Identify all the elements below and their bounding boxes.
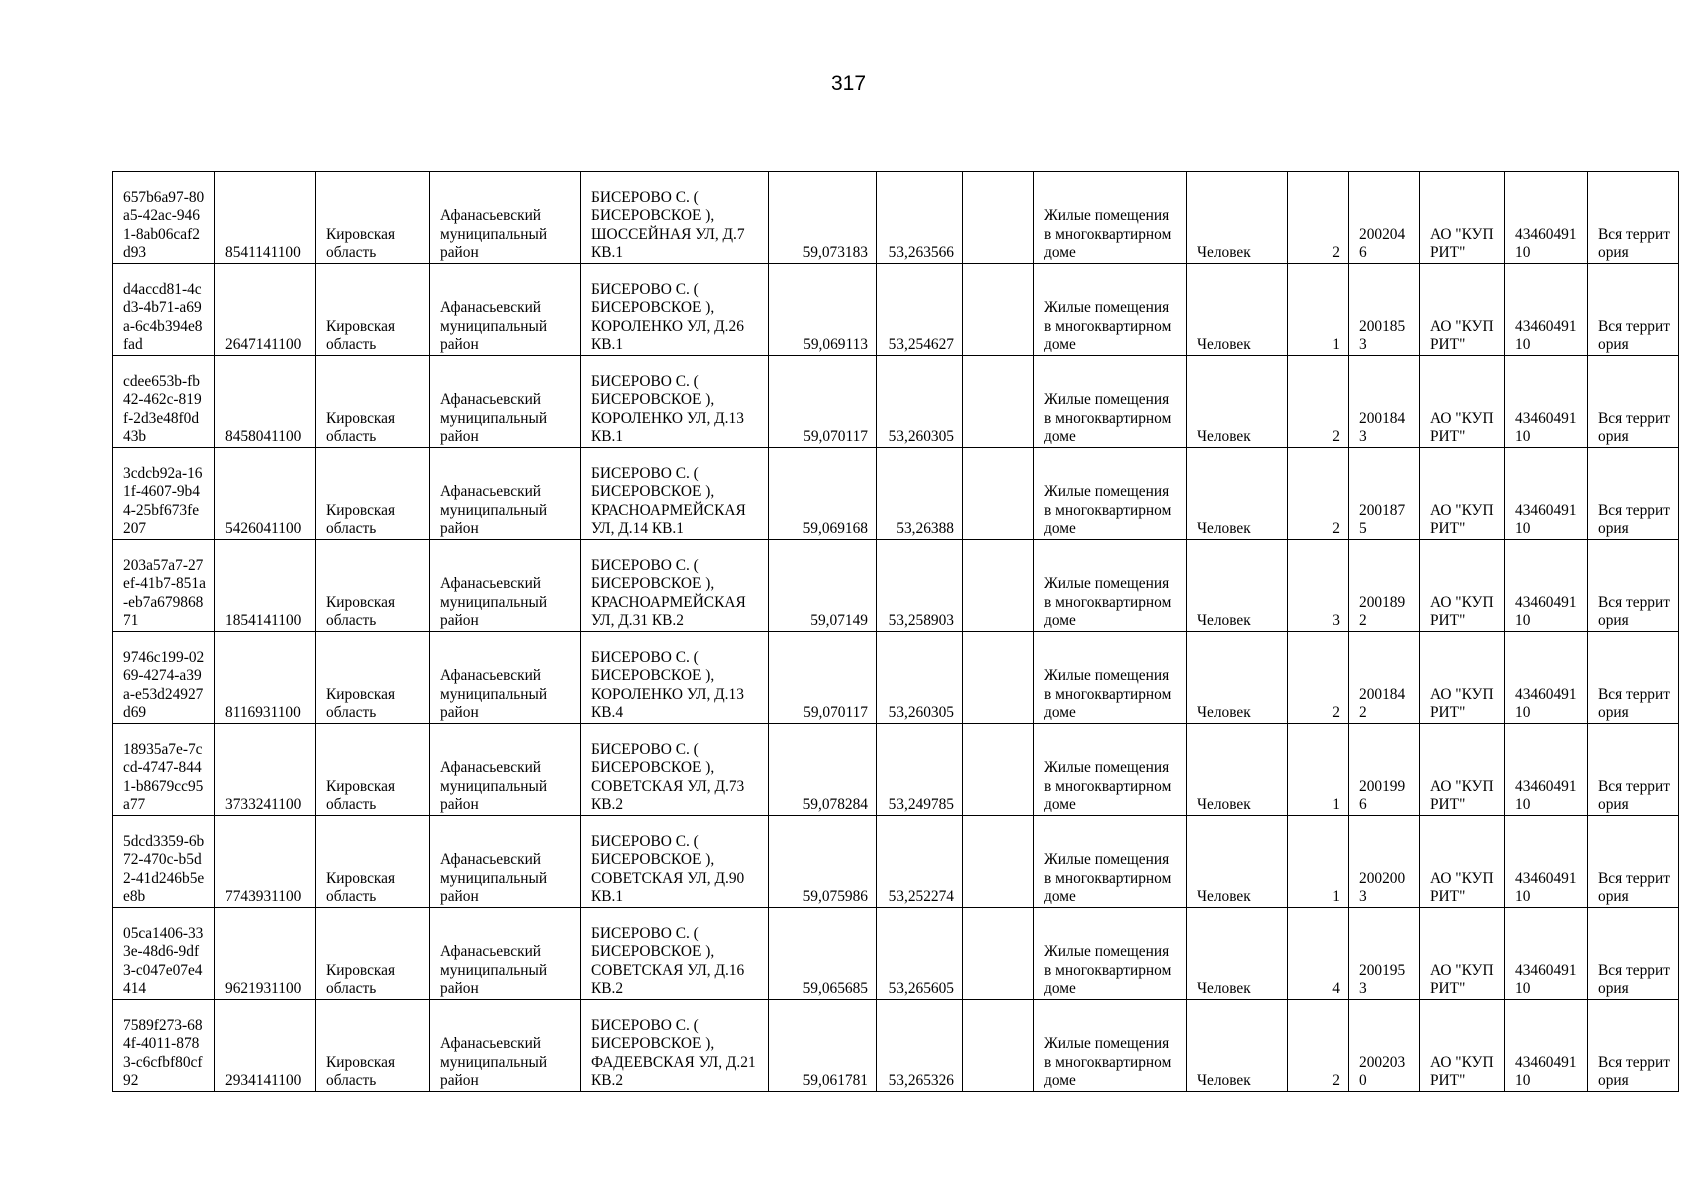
address-cell: БИСЕРОВО С. ( БИСЕРОВСКОЕ ), СОВЕТСКАЯ УЛ, Д.73 КВ.2: [581, 724, 769, 816]
unit-cell: Человек: [1187, 264, 1288, 356]
account-cell: 2002030: [1349, 1000, 1420, 1092]
district-cell: Афанасьевский муниципальный район: [430, 356, 581, 448]
unit-cell: Человек: [1187, 540, 1288, 632]
record-id-cell: 203a57a7-27ef-41b7-851a-eb7a67986871: [113, 540, 215, 632]
count-cell: 1: [1288, 724, 1349, 816]
table-row: [113, 264, 1679, 356]
count-cell: 2: [1288, 448, 1349, 540]
empty-cell: [963, 816, 1034, 908]
empty-cell: [963, 172, 1034, 264]
empty-cell: [963, 908, 1034, 1000]
inn-cell: 4346049110: [1505, 816, 1588, 908]
address-cell: БИСЕРОВО С. ( БИСЕРОВСКОЕ ), СОВЕТСКАЯ УЛ, Д.90 КВ.1: [581, 816, 769, 908]
address-cell: БИСЕРОВО С. ( БИСЕРОВСКОЕ ), КОРОЛЕНКО УЛ, Д.13 КВ.4: [581, 632, 769, 724]
code-cell: 3733241100: [215, 724, 316, 816]
latitude-cell: 59,070117: [769, 356, 877, 448]
region-cell: Кировская область: [316, 632, 430, 724]
inn-cell: 4346049110: [1505, 264, 1588, 356]
table-row: [113, 724, 1679, 816]
empty-cell: [963, 632, 1034, 724]
territory-cell: Вся территория: [1588, 264, 1679, 356]
region-cell: Кировская область: [316, 172, 430, 264]
region-cell: Кировская область: [316, 448, 430, 540]
unit-cell: Человек: [1187, 356, 1288, 448]
object-type-cell: Жилые помещения в многоквартирном доме: [1034, 816, 1187, 908]
address-cell: БИСЕРОВО С. ( БИСЕРОВСКОЕ ), КОРОЛЕНКО УЛ, Д.26 КВ.1: [581, 264, 769, 356]
code-cell: 1854141100: [215, 540, 316, 632]
object-type-cell: Жилые помещения в многоквартирном доме: [1034, 632, 1187, 724]
object-type-cell: Жилые помещения в многоквартирном доме: [1034, 724, 1187, 816]
registry-table: [112, 171, 1679, 1092]
code-cell: 8541141100: [215, 172, 316, 264]
territory-cell: Вся территория: [1588, 724, 1679, 816]
unit-cell: Человек: [1187, 1000, 1288, 1092]
account-cell: 2001842: [1349, 632, 1420, 724]
organization-cell: АО "КУПРИТ": [1420, 724, 1505, 816]
record-id-cell: 5dcd3359-6b72-470c-b5d2-41d246b5ee8b: [113, 816, 215, 908]
empty-cell: [963, 264, 1034, 356]
page-number: 317: [830, 72, 867, 95]
address-cell: БИСЕРОВО С. ( БИСЕРОВСКОЕ ), КРАСНОАРМЕЙСКАЯ УЛ, Д.14 КВ.1: [581, 448, 769, 540]
object-type-cell: Жилые помещения в многоквартирном доме: [1034, 356, 1187, 448]
empty-cell: [963, 540, 1034, 632]
inn-cell: 4346049110: [1505, 540, 1588, 632]
region-cell: Кировская область: [316, 1000, 430, 1092]
code-cell: 8458041100: [215, 356, 316, 448]
count-cell: 2: [1288, 356, 1349, 448]
count-cell: 3: [1288, 540, 1349, 632]
longitude-cell: 53,260305: [877, 356, 963, 448]
code-cell: 9621931100: [215, 908, 316, 1000]
region-cell: Кировская область: [316, 724, 430, 816]
territory-cell: Вся территория: [1588, 632, 1679, 724]
region-cell: Кировская область: [316, 816, 430, 908]
longitude-cell: 53,263566: [877, 172, 963, 264]
inn-cell: 4346049110: [1505, 172, 1588, 264]
table-row: [113, 632, 1679, 724]
longitude-cell: 53,254627: [877, 264, 963, 356]
address-cell: БИСЕРОВО С. ( БИСЕРОВСКОЕ ), СОВЕТСКАЯ УЛ, Д.16 КВ.2: [581, 908, 769, 1000]
code-cell: 7743931100: [215, 816, 316, 908]
object-type-cell: Жилые помещения в многоквартирном доме: [1034, 1000, 1187, 1092]
record-id-cell: d4accd81-4cd3-4b71-a69a-6c4b394e8fad: [113, 264, 215, 356]
object-type-cell: Жилые помещения в многоквартирном доме: [1034, 908, 1187, 1000]
account-cell: 2001853: [1349, 264, 1420, 356]
inn-cell: 4346049110: [1505, 908, 1588, 1000]
organization-cell: АО "КУПРИТ": [1420, 632, 1505, 724]
longitude-cell: 53,258903: [877, 540, 963, 632]
organization-cell: АО "КУПРИТ": [1420, 908, 1505, 1000]
organization-cell: АО "КУПРИТ": [1420, 1000, 1505, 1092]
organization-cell: АО "КУПРИТ": [1420, 172, 1505, 264]
table-row: [113, 1000, 1679, 1092]
latitude-cell: 59,061781: [769, 1000, 877, 1092]
unit-cell: Человек: [1187, 172, 1288, 264]
district-cell: Афанасьевский муниципальный район: [430, 1000, 581, 1092]
code-cell: 5426041100: [215, 448, 316, 540]
district-cell: Афанасьевский муниципальный район: [430, 540, 581, 632]
unit-cell: Человек: [1187, 448, 1288, 540]
territory-cell: Вся территория: [1588, 356, 1679, 448]
code-cell: 8116931100: [215, 632, 316, 724]
account-cell: 2001875: [1349, 448, 1420, 540]
record-id-cell: 9746c199-0269-4274-a39a-e53d24927d69: [113, 632, 215, 724]
count-cell: 4: [1288, 908, 1349, 1000]
record-id-cell: 657b6a97-80a5-42ac-9461-8ab06caf2d93: [113, 172, 215, 264]
longitude-cell: 53,249785: [877, 724, 963, 816]
longitude-cell: 53,265605: [877, 908, 963, 1000]
address-cell: БИСЕРОВО С. ( БИСЕРОВСКОЕ ), ШОССЕЙНАЯ УЛ, Д.7 КВ.1: [581, 172, 769, 264]
inn-cell: 4346049110: [1505, 724, 1588, 816]
record-id-cell: cdee653b-fb42-462c-819f-2d3e48f0d43b: [113, 356, 215, 448]
unit-cell: Человек: [1187, 724, 1288, 816]
record-id-cell: 05ca1406-333e-48d6-9df3-c047e07e4414: [113, 908, 215, 1000]
latitude-cell: 59,065685: [769, 908, 877, 1000]
organization-cell: АО "КУПРИТ": [1420, 816, 1505, 908]
code-cell: 2647141100: [215, 264, 316, 356]
account-cell: 2001996: [1349, 724, 1420, 816]
unit-cell: Человек: [1187, 908, 1288, 1000]
record-id-cell: 7589f273-684f-4011-8783-c6cfbf80cf92: [113, 1000, 215, 1092]
unit-cell: Человек: [1187, 816, 1288, 908]
longitude-cell: 53,26388: [877, 448, 963, 540]
count-cell: 1: [1288, 264, 1349, 356]
latitude-cell: 59,070117: [769, 632, 877, 724]
region-cell: Кировская область: [316, 540, 430, 632]
region-cell: Кировская область: [316, 356, 430, 448]
object-type-cell: Жилые помещения в многоквартирном доме: [1034, 540, 1187, 632]
account-cell: 2001892: [1349, 540, 1420, 632]
organization-cell: АО "КУПРИТ": [1420, 264, 1505, 356]
longitude-cell: 53,260305: [877, 632, 963, 724]
inn-cell: 4346049110: [1505, 448, 1588, 540]
count-cell: 2: [1288, 632, 1349, 724]
table-row: [113, 816, 1679, 908]
territory-cell: Вся территория: [1588, 172, 1679, 264]
district-cell: Афанасьевский муниципальный район: [430, 908, 581, 1000]
table-row: [113, 540, 1679, 632]
object-type-cell: Жилые помещения в многоквартирном доме: [1034, 264, 1187, 356]
empty-cell: [963, 1000, 1034, 1092]
latitude-cell: 59,073183: [769, 172, 877, 264]
code-cell: 2934141100: [215, 1000, 316, 1092]
account-cell: 2001953: [1349, 908, 1420, 1000]
unit-cell: Человек: [1187, 632, 1288, 724]
table-row: [113, 356, 1679, 448]
latitude-cell: 59,075986: [769, 816, 877, 908]
latitude-cell: 59,069113: [769, 264, 877, 356]
table-row: [113, 908, 1679, 1000]
address-cell: БИСЕРОВО С. ( БИСЕРОВСКОЕ ), КОРОЛЕНКО УЛ, Д.13 КВ.1: [581, 356, 769, 448]
territory-cell: Вся территория: [1588, 816, 1679, 908]
district-cell: Афанасьевский муниципальный район: [430, 632, 581, 724]
count-cell: 1: [1288, 816, 1349, 908]
territory-cell: Вся территория: [1588, 448, 1679, 540]
inn-cell: 4346049110: [1505, 632, 1588, 724]
table-row: [113, 448, 1679, 540]
inn-cell: 4346049110: [1505, 356, 1588, 448]
account-cell: 2001843: [1349, 356, 1420, 448]
table-body: [113, 172, 1679, 1092]
empty-cell: [963, 448, 1034, 540]
region-cell: Кировская область: [316, 264, 430, 356]
object-type-cell: Жилые помещения в многоквартирном доме: [1034, 448, 1187, 540]
account-cell: 2002003: [1349, 816, 1420, 908]
object-type-cell: Жилые помещения в многоквартирном доме: [1034, 172, 1187, 264]
address-cell: БИСЕРОВО С. ( БИСЕРОВСКОЕ ), КРАСНОАРМЕЙСКАЯ УЛ, Д.31 КВ.2: [581, 540, 769, 632]
organization-cell: АО "КУПРИТ": [1420, 540, 1505, 632]
territory-cell: Вся территория: [1588, 1000, 1679, 1092]
district-cell: Афанасьевский муниципальный район: [430, 816, 581, 908]
empty-cell: [963, 356, 1034, 448]
count-cell: 2: [1288, 1000, 1349, 1092]
district-cell: Афанасьевский муниципальный район: [430, 264, 581, 356]
latitude-cell: 59,07149: [769, 540, 877, 632]
district-cell: Афанасьевский муниципальный район: [430, 724, 581, 816]
district-cell: Афанасьевский муниципальный район: [430, 448, 581, 540]
organization-cell: АО "КУПРИТ": [1420, 448, 1505, 540]
territory-cell: Вся территория: [1588, 540, 1679, 632]
organization-cell: АО "КУПРИТ": [1420, 356, 1505, 448]
latitude-cell: 59,078284: [769, 724, 877, 816]
account-cell: 2002046: [1349, 172, 1420, 264]
longitude-cell: 53,265326: [877, 1000, 963, 1092]
record-id-cell: 18935a7e-7ccd-4747-8441-b8679cc95a77: [113, 724, 215, 816]
latitude-cell: 59,069168: [769, 448, 877, 540]
record-id-cell: 3cdcb92a-161f-4607-9b44-25bf673fe207: [113, 448, 215, 540]
territory-cell: Вся территория: [1588, 908, 1679, 1000]
inn-cell: 4346049110: [1505, 1000, 1588, 1092]
table-row: [113, 172, 1679, 264]
empty-cell: [963, 724, 1034, 816]
region-cell: Кировская область: [316, 908, 430, 1000]
address-cell: БИСЕРОВО С. ( БИСЕРОВСКОЕ ), ФАДЕЕВСКАЯ УЛ, Д.21 КВ.2: [581, 1000, 769, 1092]
count-cell: 2: [1288, 172, 1349, 264]
district-cell: Афанасьевский муниципальный район: [430, 172, 581, 264]
longitude-cell: 53,252274: [877, 816, 963, 908]
